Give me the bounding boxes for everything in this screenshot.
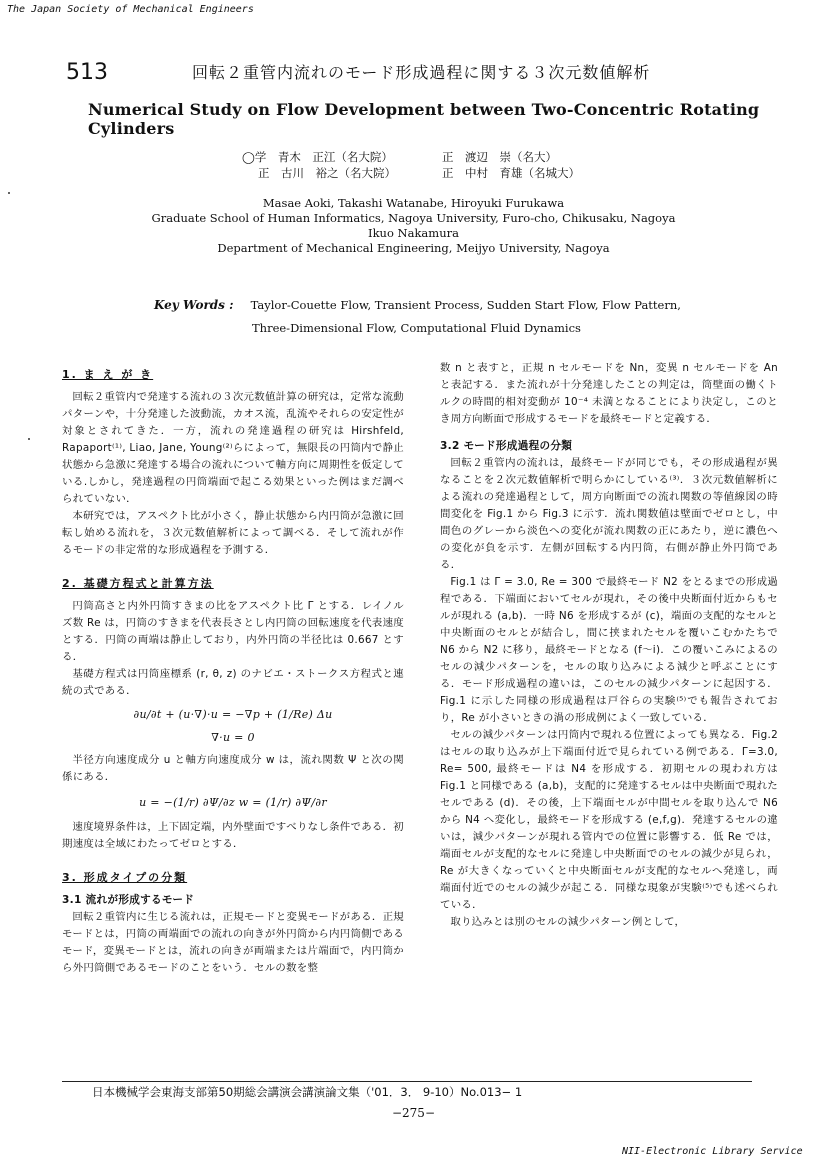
keywords-block bbox=[154, 294, 754, 335]
equation-navier-stokes: ∂u/∂t + (u·∇)·u = −∇p + (1/Re) Δu bbox=[133, 708, 333, 721]
paragraph: 半径方向速度成分 u と軸方向速度成分 w は，流れ関数 Ψ と次の関係にある． bbox=[62, 754, 404, 783]
title-japanese: 回転２重管内流れのモード形成過程に関する３次元数値解析 bbox=[192, 63, 651, 82]
authors-english bbox=[0, 196, 827, 256]
author-right: 正 渡辺 崇（名大） bbox=[442, 150, 557, 164]
paragraph: セルの減少パターンは円筒内で現れる位置によっても異なる．Fig.2 はセルの取り込みが上下端面付近で見られている例である．Γ=3.0, Re= 500, 最終モードは N4 を形成する．初期セルの現われ方は Fig.1 と同様である (a,b)，支配的に発達するセルは中央断面で現れたセルである (d)．その後，上下端面セルが中間セルを取り込んで N6 から N4 へ変化し，最終モードを形成する (e,f,g)．発達するセルの違いは，減少パターンが現れる管内での位置に影響する．低 Re では，端面セルが支配的なセルに発達し中央断面でのセルの減少が見られ，Re が大きくなっていくと中央断面セルが支配的なセルへ発達し，両端面付近でのセルの減少が起こる．同様な現象が実験⁽⁵⁾でも述べられている． bbox=[440, 729, 778, 911]
right-column bbox=[440, 360, 778, 931]
equation-continuity: ∇·u = 0 bbox=[211, 731, 255, 744]
section-2-heading: 2. 基礎方程式と計算方法 bbox=[62, 577, 214, 590]
author-names-1: Masae Aoki, Takashi Watanabe, Hiroyuki Furukawa bbox=[262, 196, 565, 210]
paragraph: 速度境界条件は，上下固定端，内外壁面ですべりなし条件である．初期速度は全域にわたってゼロとする． bbox=[62, 821, 404, 850]
authors-japanese bbox=[242, 149, 602, 181]
society-header: The Japan Society of Mechanical Engineers bbox=[7, 4, 254, 15]
section-1-heading: 1. ま え が き bbox=[62, 368, 154, 381]
page-number: −275− bbox=[391, 1106, 435, 1120]
library-service-footer: NII-Electronic Library Service bbox=[622, 1146, 803, 1157]
subsection-3-1-heading: 3.1 流れが形成するモード bbox=[62, 894, 195, 906]
paragraph: 数 n と表すと，正規 n セルモードを Nn，変異 n セルモードを An と表記する．また流れが十分発達したことの判定は，筒壁面の働くトルクの時間的相対変動が 10⁻⁴ 未満となることにより決定し，このとき周方向断面で形成するモードを最終モードと定義する． bbox=[440, 362, 778, 425]
author-row-1 bbox=[242, 149, 602, 165]
affiliation-2: Department of Mechanical Engineering, Meijyo University, Nagoya bbox=[217, 241, 610, 255]
author-left: 正 古川 裕之（名大院） bbox=[258, 166, 396, 180]
author-row-2 bbox=[242, 165, 602, 181]
section-3-heading: 3. 形成タイプの分類 bbox=[62, 871, 188, 884]
subsection-3-2-heading: 3.2 モード形成過程の分類 bbox=[440, 440, 573, 452]
paragraph: 円筒高さと内外円筒すきまの比をアスペクト比 Γ とする．レイノルズ数 Re は，円筒のすきまを代表長さとし内円筒の回転速度を代表速度とする．円筒の両端は静止しており，内外円筒の半径比は 0.667 とする． bbox=[62, 600, 404, 663]
affiliation-1: Graduate School of Human Informatics, Nagoya University, Furo-cho, Chikusaku, Nagoya bbox=[151, 211, 676, 225]
paragraph: Fig.1 は Γ = 3.0, Re = 300 で最終モード N2 をとるまでの形成過程である．下端面においてセルが現れ，その後中央断面付近からもセルが現れる (a,b)．一時 N6 を形成するが (c)，端面の支配的なセルと中央断面のセルとが結合し，間に挟まれたセルを覆いこむかたちで N6 から N2 に移り，最終モードとなる (f〜i)．この覆いこみによるのセルの減少パターンを，セルの取り込みによる減少と呼ぶことにする．モード形成過程の違いは，このセルの減少パターンに起因する．Fig.1 に示した同様の形成過程は戸谷らの実験⁽⁵⁾でも報告されており，Re が小さいときの渦の形成例によく一致している． bbox=[440, 576, 778, 724]
author-names-2: Ikuo Nakamura bbox=[368, 226, 459, 240]
paper-number: 513 bbox=[66, 60, 108, 85]
keywords-line-2: Three-Dimensional Flow, Computational Fluid Dynamics bbox=[252, 321, 581, 335]
scan-speck bbox=[28, 438, 30, 440]
keywords-line-1: Taylor-Couette Flow, Transient Process, Sudden Start Flow, Flow Pattern, bbox=[250, 298, 681, 312]
footer-divider bbox=[62, 1081, 752, 1082]
paragraph: 取り込みとは別のセルの減少パターン例として， bbox=[450, 916, 686, 928]
keywords-label: Key Words : bbox=[154, 298, 234, 312]
paragraph: 回転２重管内の流れは，最終モードが同じでも，その形成過程が異なることを２次元数値解析で明らかにしている⁽³⁾．３次元数値解析による流れの発達過程として，周方向断面での流れ関数の等値線図の時間変化を Fig.1 から Fig.3 に示す．流れ関数値は壁面でゼロとし，中間色のグレーから淡色への変化が流れ関数の正にあたり，逆に濃色への変化が負を示す．左側が回転する内円筒，右側が静止外円筒である． bbox=[440, 457, 778, 571]
scan-speck bbox=[8, 192, 10, 194]
paragraph: 基礎方程式は円筒座標系 (r, θ, z) のナビエ・ストークス方程式と連続の式である． bbox=[62, 668, 404, 697]
paragraph: 回転２重管内に生じる流れは，正規モードと変異モードがある．正規モードとは，円筒の両端面での流れの向きが外円筒から内円筒側であるモード，変異モードとは，流れの向きが両端または片端面で，内円筒から外円筒側であるモードのことをいう．セルの数を整 bbox=[62, 911, 404, 974]
author-right: 正 中村 育雄（名城大） bbox=[442, 166, 580, 180]
equation-stream-function: u = −(1/r) ∂Ψ/∂z w = (1/r) ∂Ψ/∂r bbox=[139, 796, 327, 809]
footer-proceedings: 日本機械学会東海支部第50期総会講演会講演論文集（'01．3． 9-10）No.013− 1 bbox=[92, 1085, 523, 1099]
author-left: ◯学 青木 正江（名大院） bbox=[242, 150, 393, 164]
paragraph: 本研究では，アスペクト比が小さく，静止状態から内円筒が急激に回転し始める流れを，３次元数値解析によって調べる．そして流れが作るモードの非定常的な形成過程を予測する． bbox=[62, 510, 404, 556]
left-column bbox=[62, 360, 404, 977]
title-english: Numerical Study on Flow Development between Two-Concentric Rotating Cylinders bbox=[88, 100, 760, 138]
paragraph: 回転２重管内で発達する流れの３次元数値計算の研究は，定常な流動パターンや，十分発達した波動流，カオス流，乱流やそれらの安定性が対象とされてきた．一方，流れの発達過程の研究は Hirshfeld, Rapaport⁽¹⁾, Liao, Jane, Young⁽²⁾らによって，無限長の円筒内で静止状態から急激に発達する場合の流れについて軸方向に周期性を仮定している.しかし，発達過程の円筒端面で起こる効果といった例はまだ調べられていない． bbox=[62, 391, 404, 505]
